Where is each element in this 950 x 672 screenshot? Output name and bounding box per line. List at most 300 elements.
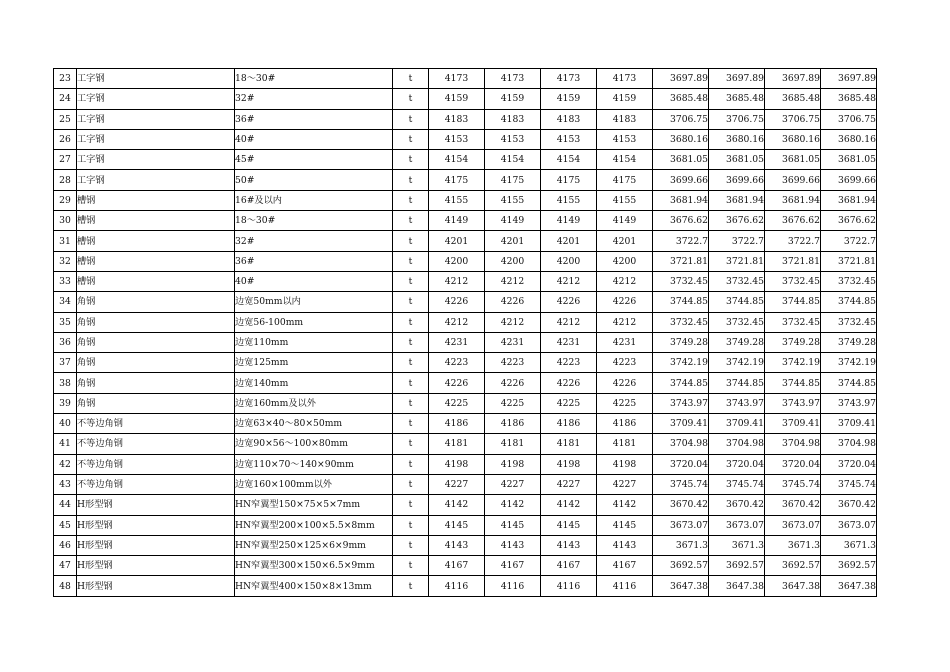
material-name: 槽钢 — [77, 251, 235, 271]
price-cell: 4226 — [485, 373, 541, 393]
price-cell: 4142 — [429, 495, 485, 515]
price-cell: 4173 — [485, 69, 541, 89]
price-excl-tax-cell: 3743.97 — [709, 393, 765, 413]
table-row — [54, 495, 877, 515]
unit: t — [393, 332, 429, 352]
material-name: 工字钢 — [77, 89, 235, 109]
price-excl-tax-cell: 3681.05 — [821, 150, 877, 170]
table-row — [54, 576, 877, 596]
price-cell: 4167 — [429, 556, 485, 576]
material-name: 工字钢 — [77, 150, 235, 170]
price-cell: 4159 — [597, 89, 653, 109]
price-excl-tax-cell: 3681.94 — [653, 190, 709, 210]
price-cell: 4153 — [485, 129, 541, 149]
price-excl-tax-cell: 3742.19 — [765, 353, 821, 373]
price-excl-tax-cell: 3742.19 — [821, 353, 877, 373]
table-row — [54, 332, 877, 352]
table-row — [54, 535, 877, 555]
row-number: 29 — [54, 190, 77, 210]
unit: t — [393, 414, 429, 434]
price-cell: 4231 — [597, 332, 653, 352]
row-number: 30 — [54, 211, 77, 231]
price-cell: 4183 — [541, 109, 597, 129]
table-row — [54, 474, 877, 494]
row-number: 24 — [54, 89, 77, 109]
price-cell: 4183 — [429, 109, 485, 129]
material-spec: 16#及以内 — [235, 190, 393, 210]
price-excl-tax-cell: 3680.16 — [765, 129, 821, 149]
price-cell: 4181 — [429, 434, 485, 454]
price-excl-tax-cell: 3749.28 — [821, 332, 877, 352]
price-excl-tax-cell: 3706.75 — [821, 109, 877, 129]
unit: t — [393, 69, 429, 89]
price-table — [53, 68, 877, 597]
row-number: 26 — [54, 129, 77, 149]
unit: t — [393, 556, 429, 576]
price-excl-tax-cell: 3721.81 — [765, 251, 821, 271]
price-excl-tax-cell: 3676.62 — [709, 211, 765, 231]
material-name: 槽钢 — [77, 190, 235, 210]
price-cell: 4155 — [429, 190, 485, 210]
price-cell: 4226 — [485, 292, 541, 312]
price-excl-tax-cell: 3685.48 — [821, 89, 877, 109]
price-cell: 4227 — [485, 474, 541, 494]
table-row — [54, 129, 877, 149]
price-cell: 4153 — [429, 129, 485, 149]
price-excl-tax-cell: 3706.75 — [653, 109, 709, 129]
table-row — [54, 150, 877, 170]
price-excl-tax-cell: 3681.94 — [765, 190, 821, 210]
price-excl-tax-cell: 3744.85 — [709, 292, 765, 312]
row-number: 23 — [54, 69, 77, 89]
price-cell: 4116 — [485, 576, 541, 596]
material-spec: 36# — [235, 251, 393, 271]
price-cell: 4226 — [541, 292, 597, 312]
row-number: 46 — [54, 535, 77, 555]
price-cell: 4225 — [541, 393, 597, 413]
unit: t — [393, 373, 429, 393]
unit: t — [393, 495, 429, 515]
price-excl-tax-cell: 3744.85 — [765, 373, 821, 393]
price-cell: 4116 — [541, 576, 597, 596]
table-row — [54, 170, 877, 190]
price-cell: 4173 — [541, 69, 597, 89]
table-row — [54, 515, 877, 535]
price-cell: 4212 — [429, 312, 485, 332]
row-number: 32 — [54, 251, 77, 271]
price-cell: 4183 — [485, 109, 541, 129]
material-name: 工字钢 — [77, 69, 235, 89]
table-row — [54, 312, 877, 332]
price-cell: 4225 — [597, 393, 653, 413]
price-cell: 4223 — [597, 353, 653, 373]
price-excl-tax-cell: 3671.3 — [765, 535, 821, 555]
row-number: 37 — [54, 353, 77, 373]
price-cell: 4186 — [429, 414, 485, 434]
row-number: 31 — [54, 231, 77, 251]
table-row — [54, 89, 877, 109]
price-cell: 4223 — [429, 353, 485, 373]
unit: t — [393, 535, 429, 555]
price-cell: 4226 — [429, 373, 485, 393]
material-spec: 边宽160mm及以外 — [235, 393, 393, 413]
price-excl-tax-cell: 3692.57 — [765, 556, 821, 576]
price-cell: 4175 — [541, 170, 597, 190]
price-cell: 4212 — [541, 271, 597, 291]
material-name: 角钢 — [77, 393, 235, 413]
price-cell: 4142 — [597, 495, 653, 515]
price-excl-tax-cell: 3680.16 — [709, 129, 765, 149]
price-cell: 4159 — [485, 89, 541, 109]
price-cell: 4201 — [597, 231, 653, 251]
price-excl-tax-cell: 3720.04 — [709, 454, 765, 474]
price-cell: 4142 — [541, 495, 597, 515]
material-name: 角钢 — [77, 292, 235, 312]
price-cell: 4181 — [485, 434, 541, 454]
price-cell: 4201 — [541, 231, 597, 251]
unit: t — [393, 150, 429, 170]
price-cell: 4175 — [429, 170, 485, 190]
price-excl-tax-cell: 3721.81 — [821, 251, 877, 271]
price-cell: 4167 — [485, 556, 541, 576]
price-cell: 4226 — [541, 373, 597, 393]
price-cell: 4175 — [485, 170, 541, 190]
price-cell: 4226 — [429, 292, 485, 312]
row-number: 48 — [54, 576, 77, 596]
price-excl-tax-cell: 3743.97 — [653, 393, 709, 413]
price-cell: 4186 — [485, 414, 541, 434]
row-number: 33 — [54, 271, 77, 291]
price-excl-tax-cell: 3670.42 — [653, 495, 709, 515]
unit: t — [393, 271, 429, 291]
price-excl-tax-cell: 3732.45 — [709, 271, 765, 291]
table-row — [54, 190, 877, 210]
price-cell: 4212 — [597, 312, 653, 332]
price-excl-tax-cell: 3699.66 — [709, 170, 765, 190]
price-excl-tax-cell: 3699.66 — [765, 170, 821, 190]
price-excl-tax-cell: 3709.41 — [765, 414, 821, 434]
material-spec: HN窄翼型250×125×6×9mm — [235, 535, 393, 555]
price-excl-tax-cell: 3744.85 — [821, 292, 877, 312]
price-excl-tax-cell: 3722.7 — [709, 231, 765, 251]
price-excl-tax-cell: 3749.28 — [653, 332, 709, 352]
price-cell: 4181 — [541, 434, 597, 454]
price-cell: 4198 — [485, 454, 541, 474]
material-spec: 边宽63×40～80×50mm — [235, 414, 393, 434]
row-number: 35 — [54, 312, 77, 332]
price-excl-tax-cell: 3704.98 — [765, 434, 821, 454]
price-excl-tax-cell: 3670.42 — [765, 495, 821, 515]
unit: t — [393, 576, 429, 596]
material-name: H形型钢 — [77, 495, 235, 515]
material-spec: 边宽110×70～140×90mm — [235, 454, 393, 474]
price-excl-tax-cell: 3699.66 — [821, 170, 877, 190]
price-cell: 4149 — [541, 211, 597, 231]
price-cell: 4167 — [597, 556, 653, 576]
price-excl-tax-cell: 3692.57 — [709, 556, 765, 576]
price-cell: 4149 — [597, 211, 653, 231]
price-cell: 4226 — [597, 292, 653, 312]
price-excl-tax-cell: 3680.16 — [653, 129, 709, 149]
price-cell: 4227 — [597, 474, 653, 494]
price-excl-tax-cell: 3697.89 — [653, 69, 709, 89]
price-cell: 4142 — [485, 495, 541, 515]
material-spec: HN窄翼型150×75×5×7mm — [235, 495, 393, 515]
row-number: 36 — [54, 332, 77, 352]
row-number: 45 — [54, 515, 77, 535]
material-spec: 边宽110mm — [235, 332, 393, 352]
price-cell: 4212 — [485, 312, 541, 332]
price-excl-tax-cell: 3647.38 — [709, 576, 765, 596]
material-spec: 18～30# — [235, 69, 393, 89]
price-excl-tax-cell: 3697.89 — [765, 69, 821, 89]
price-cell: 4154 — [485, 150, 541, 170]
unit: t — [393, 231, 429, 251]
price-cell: 4212 — [485, 271, 541, 291]
price-cell: 4227 — [541, 474, 597, 494]
price-cell: 4143 — [429, 535, 485, 555]
price-excl-tax-cell: 3745.74 — [765, 474, 821, 494]
price-excl-tax-cell: 3720.04 — [765, 454, 821, 474]
row-number: 43 — [54, 474, 77, 494]
row-number: 25 — [54, 109, 77, 129]
table-body — [54, 69, 877, 597]
price-cell: 4186 — [541, 414, 597, 434]
unit: t — [393, 109, 429, 129]
material-name: H形型钢 — [77, 535, 235, 555]
price-excl-tax-cell: 3681.05 — [653, 150, 709, 170]
table-row — [54, 373, 877, 393]
unit: t — [393, 190, 429, 210]
row-number: 38 — [54, 373, 77, 393]
material-name: 角钢 — [77, 353, 235, 373]
price-excl-tax-cell: 3722.7 — [765, 231, 821, 251]
price-cell: 4154 — [597, 150, 653, 170]
price-excl-tax-cell: 3744.85 — [709, 373, 765, 393]
price-cell: 4173 — [597, 69, 653, 89]
price-cell: 4181 — [597, 434, 653, 454]
table-row — [54, 231, 877, 251]
material-name: 角钢 — [77, 332, 235, 352]
price-excl-tax-cell: 3676.62 — [765, 211, 821, 231]
row-number: 47 — [54, 556, 77, 576]
price-cell: 4143 — [485, 535, 541, 555]
price-excl-tax-cell: 3744.85 — [653, 292, 709, 312]
row-number: 44 — [54, 495, 77, 515]
price-cell: 4155 — [597, 190, 653, 210]
material-name: 不等边角钢 — [77, 454, 235, 474]
price-excl-tax-cell: 3732.45 — [709, 312, 765, 332]
price-cell: 4231 — [541, 332, 597, 352]
price-excl-tax-cell: 3745.74 — [821, 474, 877, 494]
price-excl-tax-cell: 3706.75 — [709, 109, 765, 129]
price-cell: 4173 — [429, 69, 485, 89]
price-excl-tax-cell: 3673.07 — [821, 515, 877, 535]
price-cell: 4227 — [429, 474, 485, 494]
price-cell: 4183 — [597, 109, 653, 129]
table-row — [54, 211, 877, 231]
unit: t — [393, 292, 429, 312]
price-cell: 4175 — [597, 170, 653, 190]
unit: t — [393, 211, 429, 231]
price-cell: 4223 — [541, 353, 597, 373]
price-excl-tax-cell: 3709.41 — [653, 414, 709, 434]
material-spec: 边宽50mm以内 — [235, 292, 393, 312]
unit: t — [393, 129, 429, 149]
unit: t — [393, 312, 429, 332]
material-spec: 32# — [235, 231, 393, 251]
price-excl-tax-cell: 3673.07 — [653, 515, 709, 535]
row-number: 27 — [54, 150, 77, 170]
price-cell: 4212 — [541, 312, 597, 332]
material-name: 角钢 — [77, 312, 235, 332]
price-cell: 4198 — [597, 454, 653, 474]
material-name: 工字钢 — [77, 129, 235, 149]
price-excl-tax-cell: 3745.74 — [653, 474, 709, 494]
price-cell: 4223 — [485, 353, 541, 373]
price-cell: 4153 — [597, 129, 653, 149]
material-name: 不等边角钢 — [77, 474, 235, 494]
table-row — [54, 434, 877, 454]
price-excl-tax-cell: 3676.62 — [821, 211, 877, 231]
table-row — [54, 292, 877, 312]
table-row — [54, 251, 877, 271]
material-name: H形型钢 — [77, 556, 235, 576]
material-name: 槽钢 — [77, 211, 235, 231]
price-excl-tax-cell: 3692.57 — [653, 556, 709, 576]
price-cell: 4198 — [429, 454, 485, 474]
unit: t — [393, 434, 429, 454]
price-excl-tax-cell: 3671.3 — [653, 535, 709, 555]
price-excl-tax-cell: 3744.85 — [765, 292, 821, 312]
price-cell: 4212 — [597, 271, 653, 291]
price-excl-tax-cell: 3732.45 — [765, 271, 821, 291]
table-row — [54, 454, 877, 474]
table-row — [54, 414, 877, 434]
price-cell: 4154 — [429, 150, 485, 170]
price-cell: 4226 — [597, 373, 653, 393]
price-cell: 4200 — [429, 251, 485, 271]
price-cell: 4231 — [429, 332, 485, 352]
material-spec: 边宽90×56～100×80mm — [235, 434, 393, 454]
material-name: 不等边角钢 — [77, 414, 235, 434]
price-excl-tax-cell: 3732.45 — [653, 271, 709, 291]
price-excl-tax-cell: 3681.05 — [765, 150, 821, 170]
price-cell: 4155 — [485, 190, 541, 210]
price-cell: 4155 — [541, 190, 597, 210]
price-cell: 4186 — [597, 414, 653, 434]
price-cell: 4153 — [541, 129, 597, 149]
table-row — [54, 393, 877, 413]
price-cell: 4159 — [541, 89, 597, 109]
table-row — [54, 271, 877, 291]
price-excl-tax-cell: 3670.42 — [821, 495, 877, 515]
price-excl-tax-cell: 3673.07 — [765, 515, 821, 535]
price-excl-tax-cell: 3685.48 — [765, 89, 821, 109]
price-excl-tax-cell: 3709.41 — [821, 414, 877, 434]
material-spec: 36# — [235, 109, 393, 129]
price-excl-tax-cell: 3720.04 — [821, 454, 877, 474]
price-excl-tax-cell: 3742.19 — [709, 353, 765, 373]
price-cell: 4225 — [485, 393, 541, 413]
price-excl-tax-cell: 3709.41 — [709, 414, 765, 434]
unit: t — [393, 515, 429, 535]
price-excl-tax-cell: 3704.98 — [821, 434, 877, 454]
price-excl-tax-cell: 3745.74 — [709, 474, 765, 494]
price-excl-tax-cell: 3647.38 — [653, 576, 709, 596]
row-number: 42 — [54, 454, 77, 474]
row-number: 40 — [54, 414, 77, 434]
price-excl-tax-cell: 3671.3 — [709, 535, 765, 555]
row-number: 39 — [54, 393, 77, 413]
material-spec: 50# — [235, 170, 393, 190]
material-spec: 边宽140mm — [235, 373, 393, 393]
price-cell: 4145 — [485, 515, 541, 535]
material-spec: 40# — [235, 271, 393, 291]
price-cell: 4145 — [541, 515, 597, 535]
price-excl-tax-cell: 3743.97 — [821, 393, 877, 413]
price-excl-tax-cell: 3704.98 — [653, 434, 709, 454]
price-excl-tax-cell: 3732.45 — [821, 312, 877, 332]
table-row — [54, 109, 877, 129]
price-cell: 4159 — [429, 89, 485, 109]
price-excl-tax-cell: 3681.05 — [709, 150, 765, 170]
price-excl-tax-cell: 3681.94 — [821, 190, 877, 210]
unit: t — [393, 170, 429, 190]
material-name: 槽钢 — [77, 231, 235, 251]
price-excl-tax-cell: 3692.57 — [821, 556, 877, 576]
price-excl-tax-cell: 3681.94 — [709, 190, 765, 210]
row-number: 28 — [54, 170, 77, 190]
material-name: 不等边角钢 — [77, 434, 235, 454]
price-excl-tax-cell: 3749.28 — [765, 332, 821, 352]
price-excl-tax-cell: 3732.45 — [765, 312, 821, 332]
price-cell: 4143 — [597, 535, 653, 555]
price-excl-tax-cell: 3647.38 — [765, 576, 821, 596]
material-spec: 18～30# — [235, 211, 393, 231]
price-cell: 4201 — [429, 231, 485, 251]
price-excl-tax-cell: 3697.89 — [709, 69, 765, 89]
price-excl-tax-cell: 3676.62 — [653, 211, 709, 231]
price-excl-tax-cell: 3699.66 — [653, 170, 709, 190]
material-name: 工字钢 — [77, 109, 235, 129]
row-number: 41 — [54, 434, 77, 454]
price-cell: 4149 — [485, 211, 541, 231]
table-row — [54, 353, 877, 373]
price-cell: 4149 — [429, 211, 485, 231]
price-cell: 4143 — [541, 535, 597, 555]
price-excl-tax-cell: 3697.89 — [821, 69, 877, 89]
unit: t — [393, 353, 429, 373]
price-excl-tax-cell: 3744.85 — [821, 373, 877, 393]
price-excl-tax-cell: 3744.85 — [653, 373, 709, 393]
price-excl-tax-cell: 3706.75 — [765, 109, 821, 129]
material-name: H形型钢 — [77, 515, 235, 535]
price-excl-tax-cell: 3673.07 — [709, 515, 765, 535]
price-excl-tax-cell: 3732.45 — [821, 271, 877, 291]
row-number: 34 — [54, 292, 77, 312]
table-row — [54, 69, 877, 89]
price-cell: 4200 — [485, 251, 541, 271]
price-excl-tax-cell: 3742.19 — [653, 353, 709, 373]
material-name: 角钢 — [77, 373, 235, 393]
price-cell: 4212 — [429, 271, 485, 291]
price-excl-tax-cell: 3722.7 — [821, 231, 877, 251]
price-excl-tax-cell: 3685.48 — [653, 89, 709, 109]
unit: t — [393, 251, 429, 271]
material-name: H形型钢 — [77, 576, 235, 596]
material-spec: 32# — [235, 89, 393, 109]
